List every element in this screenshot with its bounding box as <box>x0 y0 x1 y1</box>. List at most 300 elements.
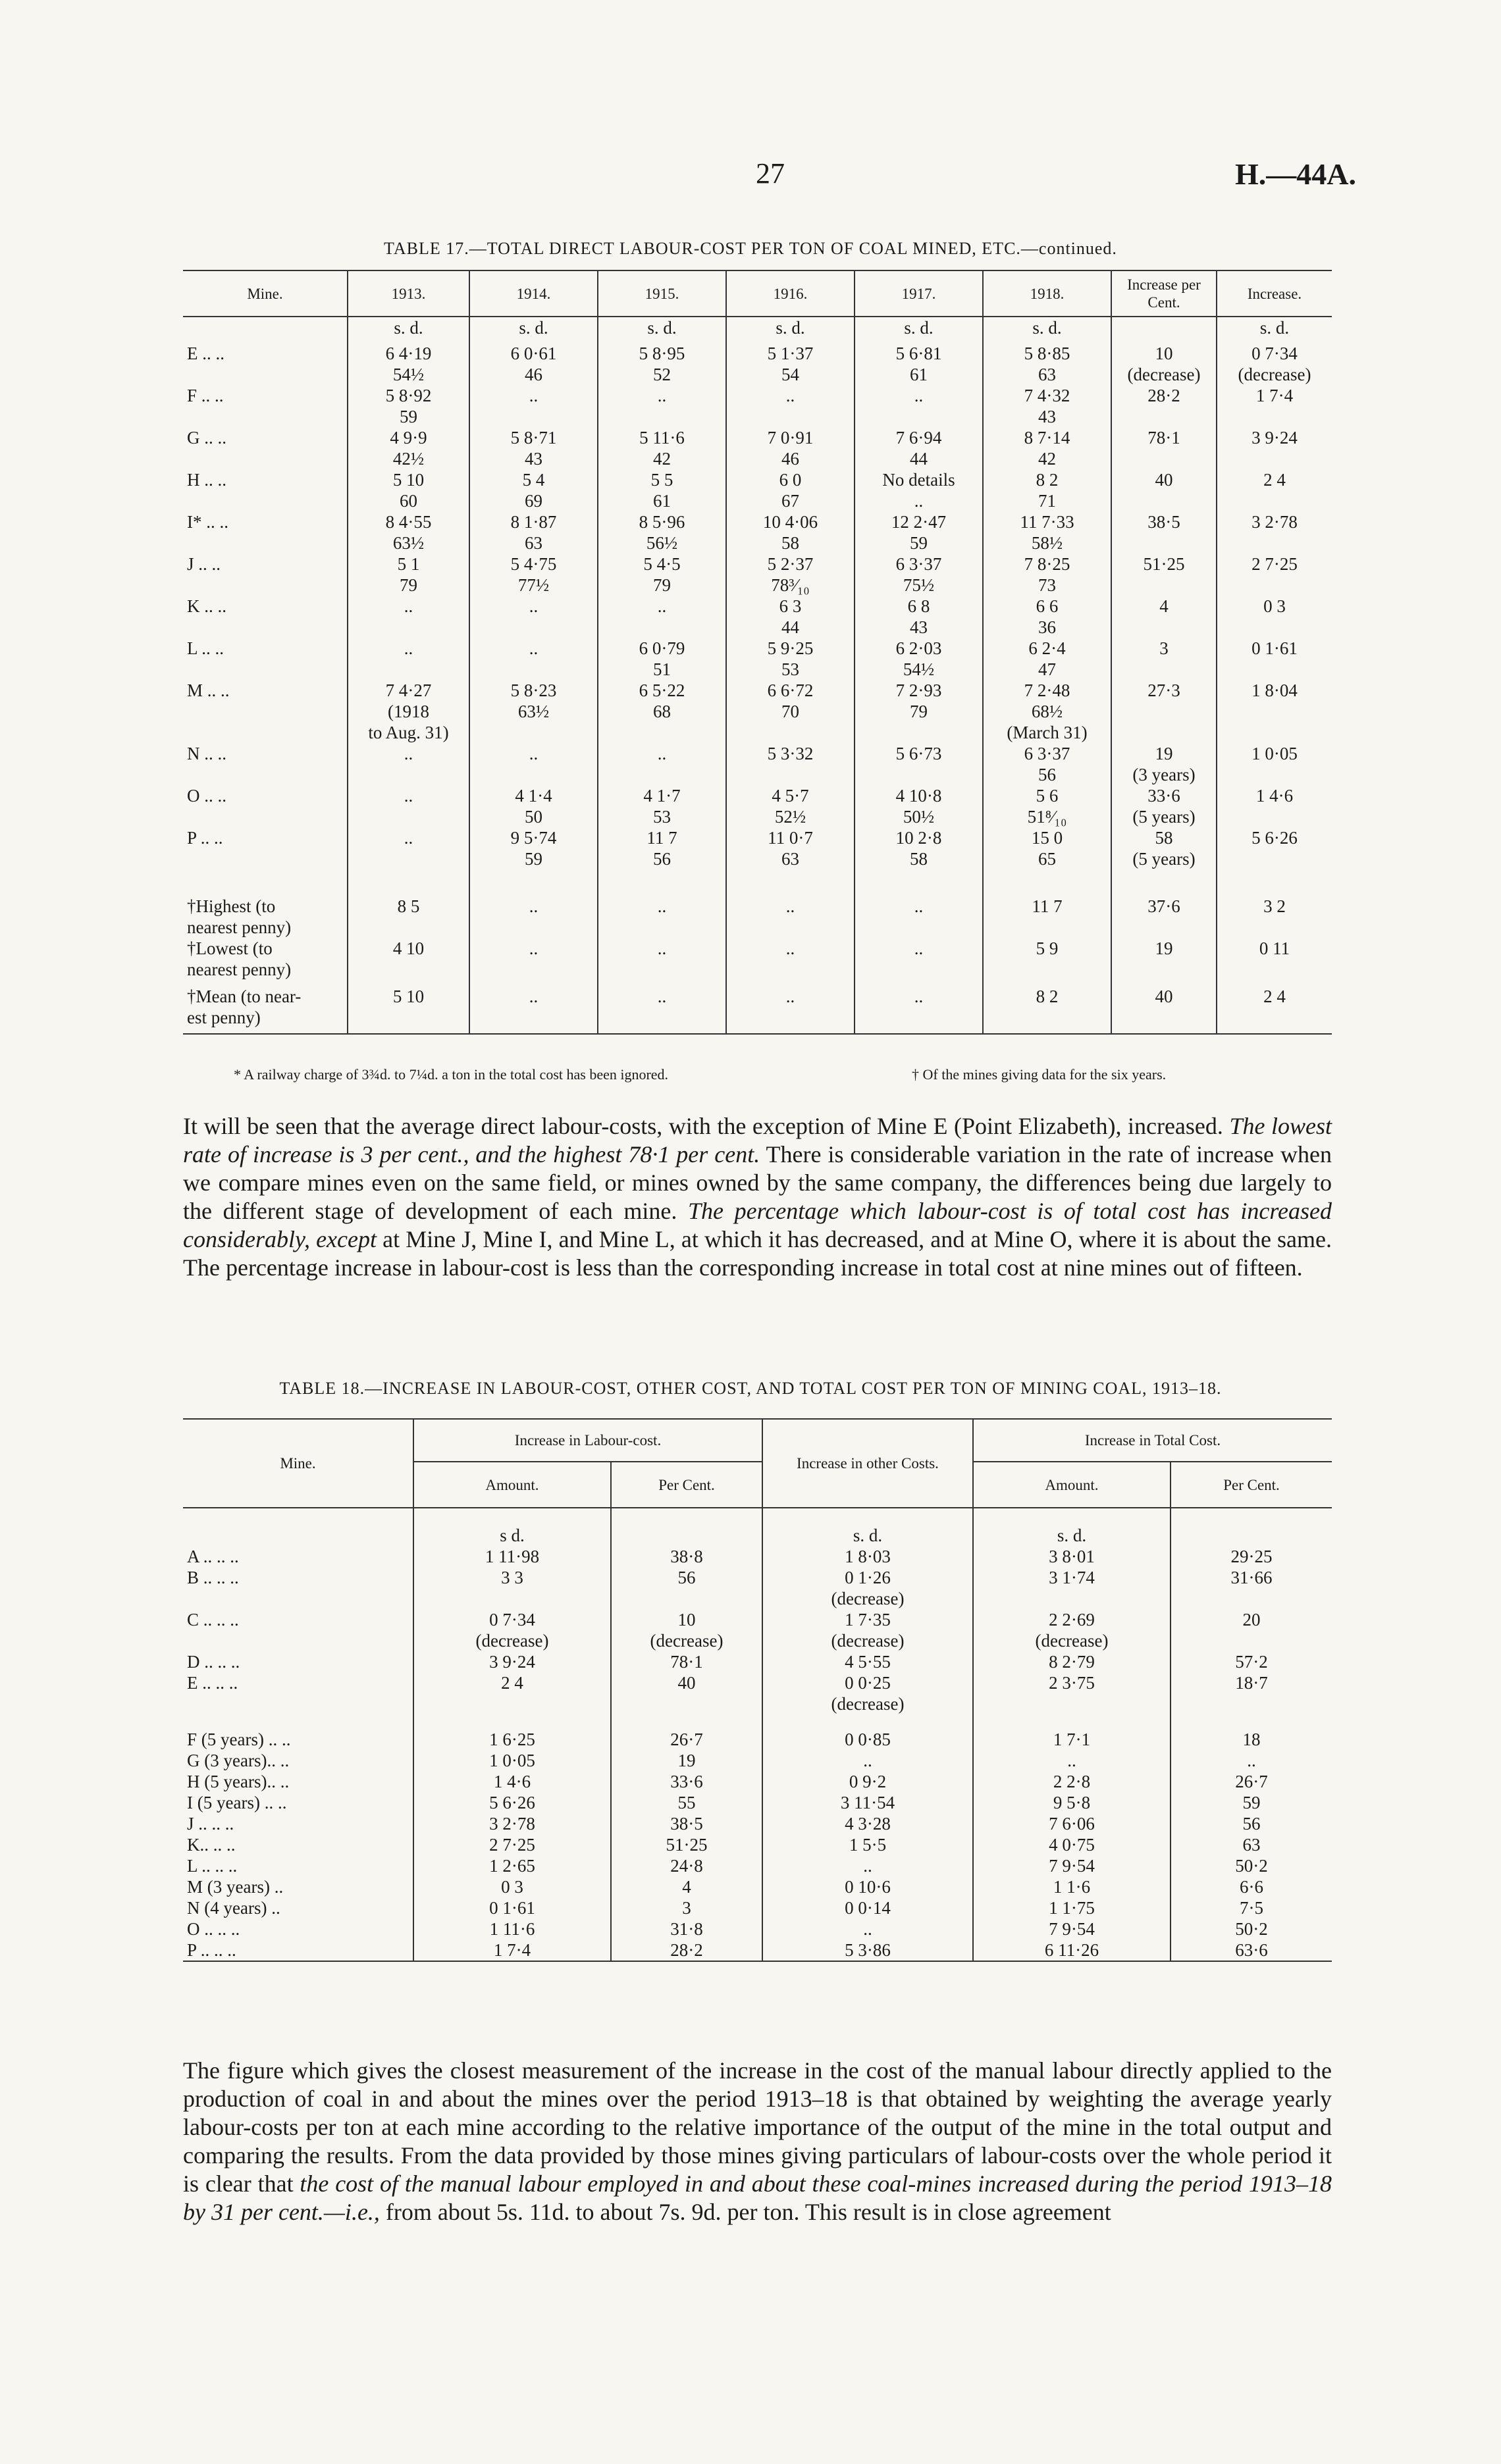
t18-unit-col-1: s d. <box>413 1508 611 1546</box>
t18-cell: 0 1·26 (decrease) <box>762 1567 973 1609</box>
t18-cell: .. <box>762 1855 973 1876</box>
t17-cell: .. <box>469 938 598 986</box>
table17-row <box>183 743 1332 785</box>
t17-cell: 3 2 <box>1217 869 1332 938</box>
table17-header-row <box>183 270 1332 317</box>
t18-cell: 1 7·1 <box>973 1714 1171 1750</box>
t17-cell: 10 4·06 58 <box>726 511 855 553</box>
table18-row <box>183 1939 1332 1961</box>
t18-cell: 6 11·26 <box>973 1939 1171 1961</box>
t17-cell: .. <box>598 986 726 1034</box>
t18-mine-label: N (4 years) .. <box>187 1898 280 1918</box>
t17-cell: .. <box>726 869 855 938</box>
t17-cell: 3 <box>1111 638 1217 680</box>
t17-cell: 6 0·79 51 <box>598 638 726 680</box>
t17-cell: 7 4·27 (1918 to Aug. 31) <box>348 680 469 743</box>
table18-row <box>183 1918 1332 1939</box>
table17-row <box>183 785 1332 827</box>
t18-cell: 57·2 <box>1171 1651 1332 1672</box>
t18-cell: 7 9·54 <box>973 1918 1171 1939</box>
t17-unit-col-2: s. d. <box>469 317 598 343</box>
t18-header-total: Increase in Total Cost. <box>973 1419 1332 1462</box>
t18-cell: 2 2·8 <box>973 1771 1171 1792</box>
t17-cell: 7 6·94 44 <box>855 427 983 469</box>
t18-cell: 4 5·55 <box>762 1651 973 1672</box>
t18-cell: 2 3·75 <box>973 1672 1171 1714</box>
para1-text-1: It will be seen that the average direct labour-costs, with the exception of Mine E (Point Elizabeth), increased. <box>183 1113 1230 1139</box>
t17-header-col-5: 1917. <box>855 270 983 317</box>
t18-cell: 63·6 <box>1171 1939 1332 1961</box>
t18-cell: 0 10·6 <box>762 1876 973 1897</box>
t18-cell: 1 7·35 (decrease) <box>762 1609 973 1651</box>
t17-cell: 9 5·74 59 <box>469 827 598 869</box>
para1-text-2: There is considerable variation in the rate of increase when we compare mines even on the same field, or mines owned by the same company, the differences being due largely to the different stage of development of each mine. <box>183 1141 1332 1224</box>
t17-mine-label: N .. .. <box>187 744 226 763</box>
t17-cell: 6 4·19 54½ <box>348 343 469 385</box>
t17-cell: 5 8·71 43 <box>469 427 598 469</box>
t18-header-labour-percent: Per Cent. <box>611 1462 762 1508</box>
t17-mine-label: M .. .. <box>187 680 230 700</box>
t17-mine-label: L .. .. <box>187 638 224 658</box>
t17-unit-col-1: s. d. <box>348 317 469 343</box>
t18-cell: 1 0·05 <box>413 1750 611 1771</box>
t17-mine-label: K .. .. <box>187 596 226 616</box>
t17-cell: 3 2·78 <box>1217 511 1332 553</box>
t18-cell: .. <box>973 1750 1171 1771</box>
t17-cell: 28·2 <box>1111 385 1217 427</box>
t18-cell: 4 3·28 <box>762 1813 973 1834</box>
t17-cell: 10 2·8 58 <box>855 827 983 869</box>
t17-cell: 0 1·61 <box>1217 638 1332 680</box>
table17-row <box>183 596 1332 638</box>
t18-cell: 0 1·61 <box>413 1897 611 1918</box>
t17-cell: 19 (3 years) <box>1111 743 1217 785</box>
t18-mine-label: B .. .. .. <box>187 1568 239 1587</box>
table18-row <box>183 1855 1332 1876</box>
t18-cell: 56 <box>611 1567 762 1609</box>
t18-mine-label: O .. .. .. <box>187 1919 240 1939</box>
t18-cell: 33·6 <box>611 1771 762 1792</box>
t18-cell: 31·66 <box>1171 1567 1332 1609</box>
t17-unit-col-0 <box>183 317 348 343</box>
t17-mine-label: H .. .. <box>187 470 226 490</box>
table18-row <box>183 1546 1332 1567</box>
t18-cell: 3 9·24 <box>413 1651 611 1672</box>
t17-cell: 5 10 <box>348 986 469 1034</box>
footnote-six-years: † Of the mines giving data for the six years. <box>912 1066 1167 1083</box>
table18-row <box>183 1834 1332 1855</box>
t18-header-total-percent: Per Cent. <box>1171 1462 1332 1508</box>
t17-cell: 4 10·8 50½ <box>855 785 983 827</box>
t17-cell: 5 6·73 <box>855 743 983 785</box>
t17-mine-label: J .. .. <box>187 554 221 574</box>
t18-cell: 38·8 <box>611 1546 762 1567</box>
t18-unit-col-2 <box>611 1508 762 1546</box>
t18-cell: 1 8·03 <box>762 1546 973 1567</box>
t18-cell: 18 <box>1171 1714 1332 1750</box>
t17-cell: 5 3·32 <box>726 743 855 785</box>
t17-cell: 11 7·33 58½ <box>983 511 1111 553</box>
table18-units-row <box>183 1508 1332 1546</box>
t18-cell: 0 0·14 <box>762 1897 973 1918</box>
t17-cell: 5 4·5 79 <box>598 553 726 596</box>
table17-row <box>183 986 1332 1034</box>
t17-header-col-8: Increase. <box>1217 270 1332 317</box>
t17-cell: 2 4 <box>1217 469 1332 511</box>
t17-cell: .. <box>726 986 855 1034</box>
t17-cell: 7 2·48 68½ (March 31) <box>983 680 1111 743</box>
t18-unit-col-0 <box>183 1508 413 1546</box>
t17-unit-col-7 <box>1111 317 1217 343</box>
t17-cell: 4 <box>1111 596 1217 638</box>
t17-cell: .. <box>855 938 983 986</box>
t18-cell: 1 11·6 <box>413 1918 611 1939</box>
t18-cell: 3 11·54 <box>762 1792 973 1813</box>
t18-cell: 1 1·6 <box>973 1876 1171 1897</box>
t18-cell: 5 3·86 <box>762 1939 973 1961</box>
t17-cell: 1 7·4 <box>1217 385 1332 427</box>
t18-cell: 6·6 <box>1171 1876 1332 1897</box>
t17-cell: 58 (5 years) <box>1111 827 1217 869</box>
t18-cell: 1 7·4 <box>413 1939 611 1961</box>
t18-mine-label: M (3 years) .. <box>187 1877 284 1897</box>
t18-unit-col-3: s. d. <box>762 1508 973 1546</box>
t18-mine-label: J .. .. .. <box>187 1814 234 1834</box>
t17-header-col-0: Mine. <box>247 285 283 302</box>
t17-cell: 5 8·23 63½ <box>469 680 598 743</box>
t18-mine-label: D .. .. .. <box>187 1652 240 1672</box>
t17-cell: 19 <box>1111 938 1217 986</box>
t17-cell: 7 4·32 43 <box>983 385 1111 427</box>
t18-header-other: Increase in other Costs. <box>762 1419 973 1508</box>
t17-cell: 6 5·22 68 <box>598 680 726 743</box>
t18-cell: 2 7·25 <box>413 1834 611 1855</box>
t18-cell: 1 2·65 <box>413 1855 611 1876</box>
t17-cell: 1 8·04 <box>1217 680 1332 743</box>
t17-cell: .. <box>469 986 598 1034</box>
t17-header-col-2: 1914. <box>469 270 598 317</box>
t18-cell: 7 6·06 <box>973 1813 1171 1834</box>
t17-cell: 7 2·93 79 <box>855 680 983 743</box>
t18-cell: 18·7 <box>1171 1672 1332 1714</box>
t18-cell: 38·5 <box>611 1813 762 1834</box>
t18-cell: 26·7 <box>611 1714 762 1750</box>
t18-cell: 1 6·25 <box>413 1714 611 1750</box>
t17-cell: 6 0·61 46 <box>469 343 598 385</box>
t17-cell: 6 6·72 70 <box>726 680 855 743</box>
t17-cell: 4 1·4 50 <box>469 785 598 827</box>
table17-units-row <box>183 317 1332 343</box>
t17-cell: 5 2·37 78³⁄₁₀ <box>726 553 855 596</box>
t17-cell: .. <box>598 743 726 785</box>
t18-cell: 56 <box>1171 1813 1332 1834</box>
t18-cell: 8 2·79 <box>973 1651 1171 1672</box>
t18-cell: 40 <box>611 1672 762 1714</box>
t17-cell: .. <box>598 385 726 427</box>
t18-mine-label: A .. .. .. <box>187 1547 239 1566</box>
table17-row <box>183 869 1332 938</box>
t18-cell: 7 9·54 <box>973 1855 1171 1876</box>
t17-mine-label: O .. .. <box>187 786 226 806</box>
t17-cell: .. <box>469 596 598 638</box>
t17-cell: 8 5 <box>348 869 469 938</box>
t18-cell: 10 (decrease) <box>611 1609 762 1651</box>
para2-text-2: from about 5s. 11d. to about 7s. 9d. per ton. This result is in close agreement <box>379 2199 1111 2225</box>
t18-cell: 24·8 <box>611 1855 762 1876</box>
table18-row <box>183 1609 1332 1651</box>
t18-cell: 50·2 <box>1171 1855 1332 1876</box>
t17-cell: 12 2·47 59 <box>855 511 983 553</box>
table18-row <box>183 1714 1332 1750</box>
t18-cell: 29·25 <box>1171 1546 1332 1567</box>
t17-cell: 6 8 43 <box>855 596 983 638</box>
table17-row <box>183 938 1332 986</box>
t18-unit-col-5 <box>1171 1508 1332 1546</box>
t18-cell: 51·25 <box>611 1834 762 1855</box>
t17-cell: 6 3 44 <box>726 596 855 638</box>
t17-unit-col-6: s. d. <box>983 317 1111 343</box>
t18-cell: 9 5·8 <box>973 1792 1171 1813</box>
footnote-railway: * A railway charge of 3¾d. to 7¼d. a ton in the total cost has been ignored. <box>234 1066 669 1083</box>
t17-cell: 11 7 56 <box>598 827 726 869</box>
t17-cell: 5 4·75 77½ <box>469 553 598 596</box>
t17-cell: .. <box>348 785 469 827</box>
t18-cell: 1 11·98 <box>413 1546 611 1567</box>
para1-italic-2: The percentage which labour-cost is of total cost has increased considerably, except <box>183 1198 1332 1252</box>
paragraph-labour-cost <box>183 1112 1332 1282</box>
t18-cell: 0 3 <box>413 1876 611 1897</box>
t17-cell: 2 7·25 <box>1217 553 1332 596</box>
t17-mine-label: †Mean (to near- est penny) <box>187 987 302 1027</box>
t17-cell: .. <box>469 869 598 938</box>
table18-caption: TABLE 18.—INCREASE IN LABOUR-COST, OTHER COST, AND TOTAL COST PER TON OF MINING COAL, 1913–18. <box>279 1379 1222 1398</box>
t17-cell: 5 4 69 <box>469 469 598 511</box>
t17-cell: .. <box>348 596 469 638</box>
t18-cell: 28·2 <box>611 1939 762 1961</box>
table17-row <box>183 827 1332 869</box>
table17-row <box>183 638 1332 680</box>
t17-mine-label: P .. .. <box>187 828 223 848</box>
t18-cell: .. <box>762 1750 973 1771</box>
table17 <box>183 270 1332 1035</box>
page-number: 27 <box>756 157 785 190</box>
table18-row <box>183 1672 1332 1714</box>
t18-cell: 63 <box>1171 1834 1332 1855</box>
t17-cell: 1 4·6 <box>1217 785 1332 827</box>
t18-mine-label: L .. .. .. <box>187 1856 238 1876</box>
t17-cell: 5 1·37 54 <box>726 343 855 385</box>
t18-cell: 1 5·5 <box>762 1834 973 1855</box>
t17-unit-col-3: s. d. <box>598 317 726 343</box>
t18-cell: 26·7 <box>1171 1771 1332 1792</box>
t17-cell: 5 8·95 52 <box>598 343 726 385</box>
t17-cell: 10 (decrease) <box>1111 343 1217 385</box>
t17-cell: 5 10 60 <box>348 469 469 511</box>
t17-cell: 15 0 65 <box>983 827 1111 869</box>
t18-mine-label: F (5 years) .. .. <box>187 1730 291 1749</box>
t18-cell: 3 <box>611 1897 762 1918</box>
t17-cell: .. <box>469 385 598 427</box>
t17-cell: .. <box>598 938 726 986</box>
t17-unit-col-4: s. d. <box>726 317 855 343</box>
t17-cell: .. <box>726 385 855 427</box>
t17-header-col-6: 1918. <box>983 270 1111 317</box>
t17-cell: 7 0·91 46 <box>726 427 855 469</box>
t17-cell: 8 5·96 56½ <box>598 511 726 553</box>
t18-cell: 2 2·69 (decrease) <box>973 1609 1171 1651</box>
t18-cell: 19 <box>611 1750 762 1771</box>
t18-cell: 0 9·2 <box>762 1771 973 1792</box>
table17-caption: TABLE 17.—TOTAL DIRECT LABOUR-COST PER TON OF COAL MINED, ETC.—continued. <box>384 239 1117 258</box>
t17-cell: 6 3·37 56 <box>983 743 1111 785</box>
table17-row <box>183 385 1332 427</box>
t18-cell: 20 <box>1171 1609 1332 1651</box>
table18-row <box>183 1750 1332 1771</box>
t18-cell: 50·2 <box>1171 1918 1332 1939</box>
t17-cell: .. <box>469 743 598 785</box>
t18-cell: 59 <box>1171 1792 1332 1813</box>
table17-row <box>183 680 1332 743</box>
t17-header-col-4: 1916. <box>726 270 855 317</box>
t18-cell: 31·8 <box>611 1918 762 1939</box>
t17-cell: 8 1·87 63 <box>469 511 598 553</box>
t17-mine-label: G .. .. <box>187 428 226 448</box>
t17-cell: 7 8·25 73 <box>983 553 1111 596</box>
t18-cell: 1 1·75 <box>973 1897 1171 1918</box>
table17-row <box>183 343 1332 385</box>
t17-cell: 3 9·24 <box>1217 427 1332 469</box>
t17-cell: 6 0 67 <box>726 469 855 511</box>
t17-cell: 6 6 36 <box>983 596 1111 638</box>
t17-cell: 37·6 <box>1111 869 1217 938</box>
table17-row <box>183 427 1332 469</box>
t17-cell: 1 0·05 <box>1217 743 1332 785</box>
table18-row <box>183 1876 1332 1897</box>
t18-cell: 4 0·75 <box>973 1834 1171 1855</box>
t18-cell: 1 4·6 <box>413 1771 611 1792</box>
t17-header-col-7: Increase per Cent. <box>1111 270 1217 317</box>
t17-cell: .. <box>348 638 469 680</box>
t17-cell: .. <box>598 869 726 938</box>
document-id: H.—44A. <box>1235 157 1356 191</box>
table17-row <box>183 553 1332 596</box>
t17-cell: 11 7 <box>983 869 1111 938</box>
para2-text-1: The figure which gives the closest measurement of the increase in the cost of the manual labour directly applied to the production of coal in and about the mines over the period 1913–18 is that obtained by weighting the average yearly labour-costs per ton at each mine according to the relative importance of the output of the mine in the total output and comparing the results. From the data provided by those mines giving particulars of labour-costs over the whole period it is clear that <box>183 2057 1332 2197</box>
t17-cell: .. <box>348 743 469 785</box>
table17-row <box>183 469 1332 511</box>
t17-cell: 40 <box>1111 986 1217 1034</box>
t17-cell: 6 2·03 54½ <box>855 638 983 680</box>
t17-cell: .. <box>855 869 983 938</box>
table18-row <box>183 1567 1332 1609</box>
t18-cell: 5 6·26 <box>413 1792 611 1813</box>
t18-cell: 55 <box>611 1792 762 1813</box>
t17-cell: 0 3 <box>1217 596 1332 638</box>
t17-cell: 0 7·34 (decrease) <box>1217 343 1332 385</box>
t18-cell: 3 1·74 <box>973 1567 1171 1609</box>
t18-header-total-amount: Amount. <box>973 1462 1171 1508</box>
t17-mine-label: †Lowest (to nearest penny) <box>187 938 292 979</box>
t17-cell: .. <box>855 385 983 427</box>
t17-cell: 5 8·92 59 <box>348 385 469 427</box>
t17-mine-label: I* .. .. <box>187 512 228 532</box>
t17-cell: 11 0·7 63 <box>726 827 855 869</box>
para1-text-3: at Mine J, Mine I, and Mine L, at which it has decreased, and at Mine O, where it is about the same. The percentage increase in labour-cost is less than the corresponding increase in total cost at nine mines out of fifteen. <box>183 1226 1332 1281</box>
t17-cell: .. <box>469 638 598 680</box>
t17-cell: 40 <box>1111 469 1217 511</box>
t17-cell: 5 6·26 <box>1217 827 1332 869</box>
t17-cell: 8 7·14 42 <box>983 427 1111 469</box>
t17-cell: .. <box>598 596 726 638</box>
t17-cell: 5 9·25 53 <box>726 638 855 680</box>
t18-cell: 78·1 <box>611 1651 762 1672</box>
table18 <box>183 1418 1332 1962</box>
t18-mine-label: H (5 years).. .. <box>187 1772 290 1791</box>
t17-cell: 2 4 <box>1217 986 1332 1034</box>
t17-cell: 4 1·7 53 <box>598 785 726 827</box>
t18-cell: 4 <box>611 1876 762 1897</box>
t18-cell: .. <box>1171 1750 1332 1771</box>
t17-unit-col-8: s. d. <box>1217 317 1332 343</box>
table18-row <box>183 1813 1332 1834</box>
t17-mine-label: †Highest (to nearest penny) <box>187 896 292 937</box>
t17-cell: 78·1 <box>1111 427 1217 469</box>
t17-cell: 5 5 61 <box>598 469 726 511</box>
table18-row <box>183 1897 1332 1918</box>
t17-cell: 6 2·4 47 <box>983 638 1111 680</box>
t17-cell: 5 6 51⁸⁄₁₀ <box>983 785 1111 827</box>
t18-cell: 0 0·25 (decrease) <box>762 1672 973 1714</box>
t18-mine-label: C .. .. .. <box>187 1610 239 1630</box>
t17-cell: 51·25 <box>1111 553 1217 596</box>
t18-cell: 0 7·34 (decrease) <box>413 1609 611 1651</box>
t17-cell: .. <box>348 827 469 869</box>
t17-cell: 38·5 <box>1111 511 1217 553</box>
table18-row <box>183 1771 1332 1792</box>
t17-mine-label: F .. .. <box>187 386 224 405</box>
t17-cell: 27·3 <box>1111 680 1217 743</box>
t18-mine-label: K.. .. .. <box>187 1835 236 1855</box>
t18-header-mine: Mine. <box>183 1419 413 1508</box>
t17-cell: 4 5·7 52½ <box>726 785 855 827</box>
t17-cell: 5 8·85 63 <box>983 343 1111 385</box>
t17-cell: 8 4·55 63½ <box>348 511 469 553</box>
t17-cell: 5 1 79 <box>348 553 469 596</box>
t18-mine-label: E .. .. .. <box>187 1673 238 1693</box>
t18-unit-col-4: s. d. <box>973 1508 1171 1546</box>
t17-cell: 5 11·6 42 <box>598 427 726 469</box>
t17-cell: 5 9 <box>983 938 1111 986</box>
t17-cell: 8 2 71 <box>983 469 1111 511</box>
t18-cell: 7·5 <box>1171 1897 1332 1918</box>
t18-header-labour-amount: Amount. <box>413 1462 611 1508</box>
t17-cell: .. <box>726 938 855 986</box>
t17-cell: 6 3·37 75½ <box>855 553 983 596</box>
t17-cell: 8 2 <box>983 986 1111 1034</box>
t17-cell: 4 10 <box>348 938 469 986</box>
t17-cell: 5 6·81 61 <box>855 343 983 385</box>
t18-cell: 3 3 <box>413 1567 611 1609</box>
t18-cell: 3 8·01 <box>973 1546 1171 1567</box>
t18-mine-label: G (3 years).. .. <box>187 1751 290 1770</box>
t17-header-col-1: 1913. <box>348 270 469 317</box>
para1-italic-1: The lowest rate of increase is 3 per cent., and the highest 78·1 per cent. <box>183 1113 1332 1168</box>
table17-row <box>183 511 1332 553</box>
t17-cell: 4 9·9 42½ <box>348 427 469 469</box>
t18-cell: 3 2·78 <box>413 1813 611 1834</box>
t18-cell: 0 0·85 <box>762 1714 973 1750</box>
t17-cell: No details .. <box>855 469 983 511</box>
